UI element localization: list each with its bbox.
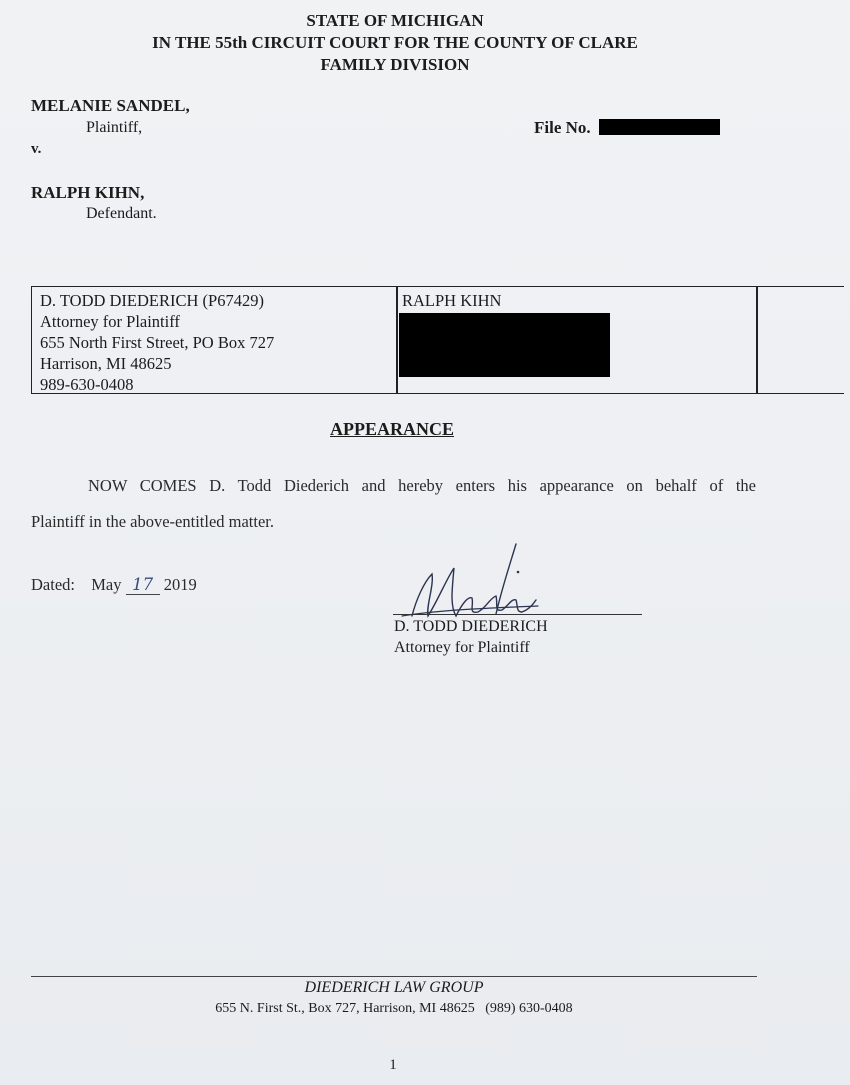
court-caption (0, 10, 790, 76)
footer-firm: DIEDERICH LAW GROUP (304, 979, 484, 996)
body-line-2: Plaintiff in the above-entitled matter. (31, 512, 275, 531)
defendant-name: RALPH KIHN, (31, 183, 145, 202)
attorney-address-1: 655 North First Street, PO Box 727 (40, 333, 275, 352)
dated-label: Dated: (31, 575, 75, 594)
signature-name: D. TODD DIEDERICH (394, 618, 548, 635)
attorney-role: Attorney for Plaintiff (40, 312, 180, 331)
footer-rule (31, 976, 757, 977)
signature-role: Attorney for Plaintiff (394, 639, 530, 656)
plaintiff-role: Plaintiff, (86, 119, 143, 136)
dated-year: 2019 (163, 575, 197, 594)
body-line-1: NOW COMES D. Todd Diederich and hereby enters his appearance on behalf of the (88, 476, 756, 495)
defendant-address-redaction (399, 313, 610, 377)
caption-division: FAMILY DIVISION (320, 55, 470, 74)
dated-month: May (91, 575, 122, 594)
caption-court: IN THE 55th CIRCUIT COURT FOR THE COUNTY OF CLARE (152, 33, 638, 52)
handwritten-signature (398, 540, 558, 625)
signature-line (393, 614, 642, 615)
caption-state: STATE OF MICHIGAN (306, 11, 484, 30)
versus: v. (31, 141, 42, 157)
table-divider (756, 287, 758, 393)
file-no-redaction (599, 119, 720, 135)
counsel-table (31, 286, 844, 394)
table-divider (396, 287, 398, 393)
file-no-label: File No. (534, 118, 591, 137)
dated-line (31, 575, 197, 595)
dated-day-handwritten: 17 (126, 575, 160, 595)
footer-address: 655 N. First St., Box 727, Harrison, MI 48625 (989) 630-0408 (215, 1001, 573, 1016)
attorney-name: D. TODD DIEDERICH (P67429) (40, 291, 264, 310)
page-number: 1 (389, 1057, 397, 1073)
attorney-block (40, 290, 274, 395)
defendant-role: Defendant. (86, 205, 157, 222)
attorney-address-2: Harrison, MI 48625 (40, 354, 172, 373)
defendant-block-name: RALPH KIHN (402, 291, 502, 310)
attorney-phone: 989-630-0408 (40, 375, 134, 394)
document-title: APPEARANCE (330, 419, 454, 439)
plaintiff-name: MELANIE SANDEL, (31, 96, 190, 115)
